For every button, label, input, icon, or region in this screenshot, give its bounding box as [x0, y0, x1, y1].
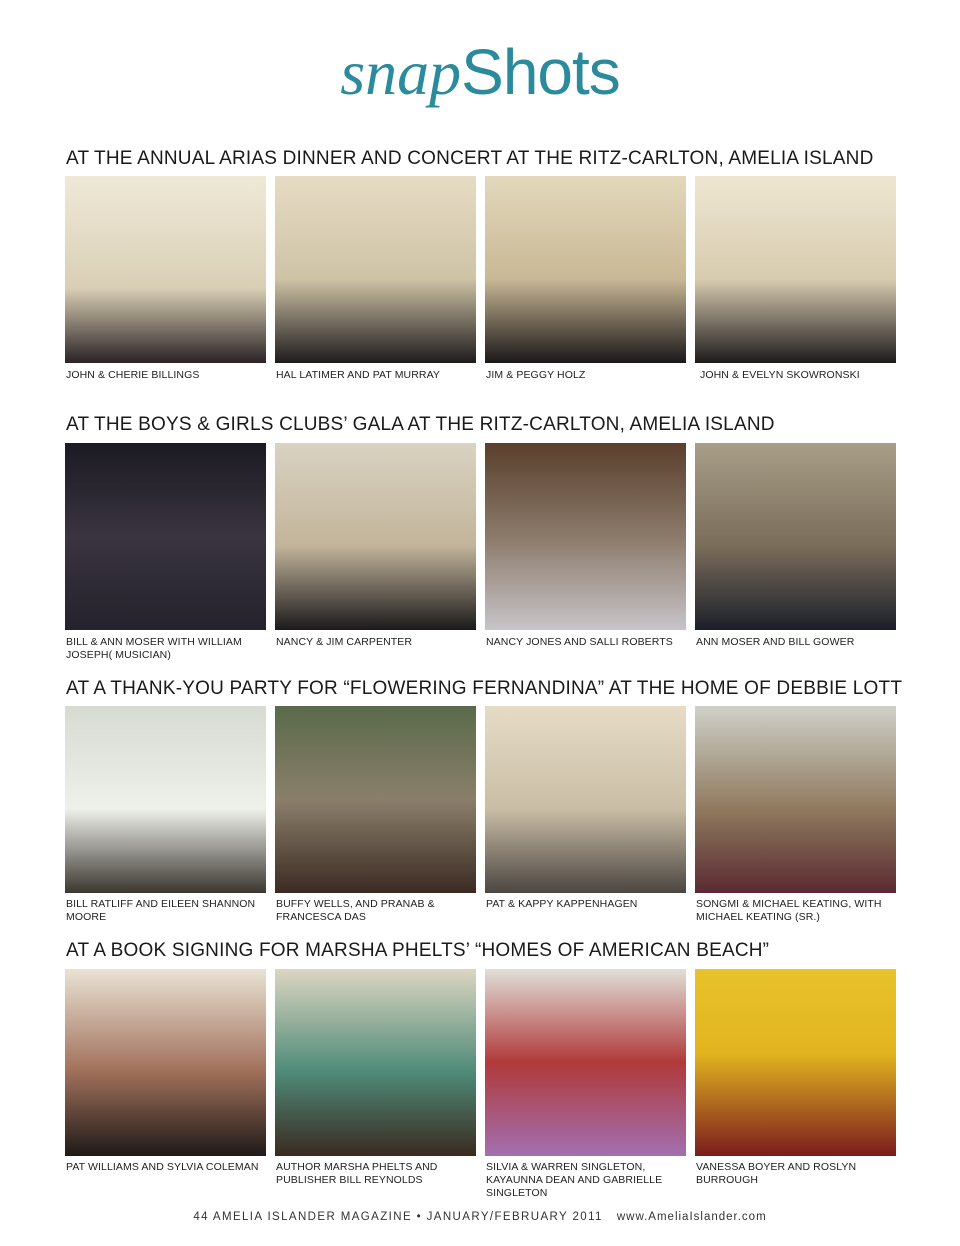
footer-magazine-info: 44 AMELIA ISLANDER MAGAZINE • JANUARY/FEBRUARY 2011 [193, 1211, 603, 1223]
section-heading: AT THE BOYS & GIRLS CLUBS’ GALA AT THE RITZ-CARLTON, AMELIA ISLAND [66, 414, 775, 435]
photo [65, 706, 266, 893]
photo [485, 443, 686, 630]
photo-caption: JOHN & CHERIE BILLINGS [66, 369, 200, 381]
photo-caption: SILVIA & WARREN SINGLETON, KAYAUNNA DEAN AND GABRIELLE SINGLETON [486, 1161, 663, 1199]
photo-caption: AUTHOR MARSHA PHELTS AND PUBLISHER BILL REYNOLDS [276, 1161, 438, 1186]
photo [275, 969, 476, 1156]
section-heading: AT A BOOK SIGNING FOR MARSHA PHELTS’ “HOMES OF AMERICAN BEACH” [66, 940, 770, 961]
photo-caption: VANESSA BOYER AND ROSLYN BURROUGH [696, 1161, 857, 1186]
photo-caption: NANCY & JIM CARPENTER [276, 636, 413, 648]
photo [275, 443, 476, 630]
photo [695, 443, 896, 630]
photo [695, 969, 896, 1156]
photo [695, 176, 896, 363]
photo [65, 176, 266, 363]
section-heading: AT THE ANNUAL ARIAS DINNER AND CONCERT AT THE RITZ-CARLTON, AMELIA ISLAND [66, 148, 874, 169]
photo [65, 969, 266, 1156]
masthead-shots: Shots [461, 36, 620, 108]
photo [485, 176, 686, 363]
photo-caption: HAL LATIMER AND PAT MURRAY [276, 369, 441, 381]
photo-caption: BILL RATLIFF AND EILEEN SHANNON MOORE [66, 898, 256, 923]
footer-url[interactable]: www.AmeliaIslander.com [616, 1211, 767, 1223]
photo-caption: BILL & ANN MOSER WITH WILLIAM JOSEPH( MUSICIAN) [66, 636, 242, 661]
photo [485, 969, 686, 1156]
photo-caption: PAT & KAPPY KAPPENHAGEN [486, 898, 638, 910]
masthead [0, 36, 960, 108]
photo-caption: PAT WILLIAMS AND SYLVIA COLEMAN [66, 1161, 259, 1173]
photo-caption: BUFFY WELLS, AND PRANAB & FRANCESCA DAS [276, 898, 435, 923]
photo-caption: SONGMI & MICHAEL KEATING, WITH MICHAEL KEATING (SR.) [696, 898, 882, 923]
photo-caption: NANCY JONES AND SALLI ROBERTS [486, 636, 673, 648]
photo-caption: JOHN & EVELYN SKOWRONSKI [700, 369, 860, 381]
photo [65, 443, 266, 630]
photo-caption: JIM & PEGGY HOLZ [486, 369, 586, 381]
photo [695, 706, 896, 893]
page-footer [0, 1211, 960, 1223]
photo-caption: ANN MOSER AND BILL GOWER [696, 636, 855, 648]
masthead-snap: snap [340, 37, 462, 108]
photo [485, 706, 686, 893]
photo [275, 176, 476, 363]
section-heading: AT A THANK-YOU PARTY FOR “FLOWERING FERNANDINA” AT THE HOME OF DEBBIE LOTT [66, 678, 903, 699]
photo [275, 706, 476, 893]
